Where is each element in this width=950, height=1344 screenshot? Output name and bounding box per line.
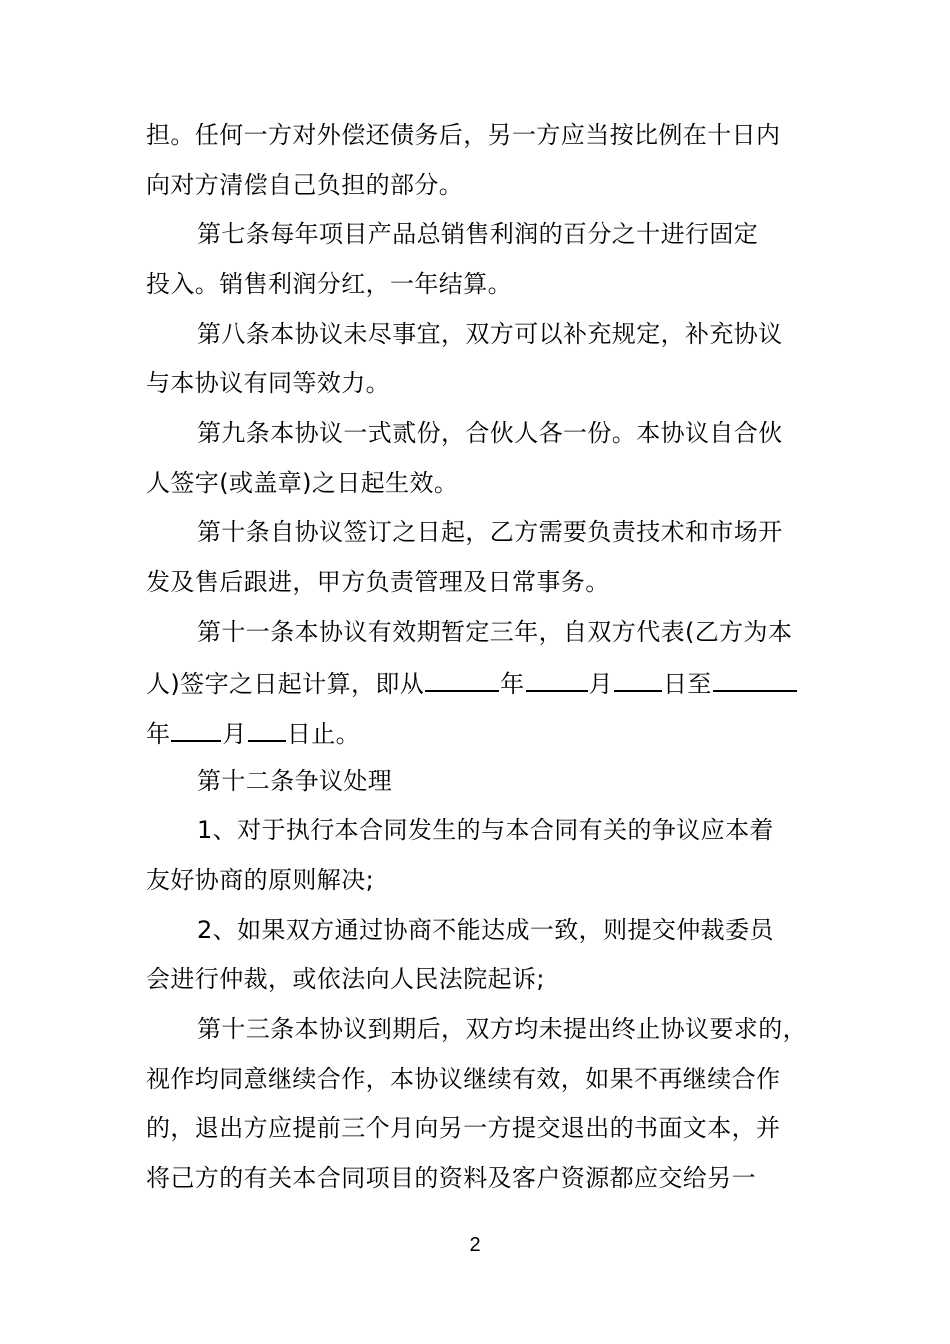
paragraph-line: 发及售后跟进，甲方负责管理及日常事务。 [146, 568, 610, 596]
year-label: 年 [500, 670, 525, 698]
paragraph-line: 将己方的有关本合同项目的资料及客户资源都应交给另一 [146, 1164, 756, 1192]
end-day-blank [248, 716, 286, 742]
clause-1-line: 1、对于执行本合同发生的与本合同有关的争议应本着 [197, 816, 774, 844]
day-end-label: 日止。 [286, 720, 361, 748]
paragraph-line: 的，退出方应提前三个月向另一方提交退出的书面文本，并 [146, 1114, 781, 1142]
paragraph-line: 会进行仲裁，或依法向人民法院起诉; [146, 965, 545, 993]
end-year-blank [713, 666, 797, 692]
start-year-blank [425, 666, 499, 692]
article-8-line: 第八条本协议未尽事宜，双方可以补充规定，补充协议 [197, 320, 783, 348]
end-month-blank [171, 716, 221, 742]
article-9-line: 第九条本协议一式贰份，合伙人各一份。本协议自合伙 [197, 419, 783, 447]
article-7-line: 第七条每年项目产品总销售利润的百分之十进行固定 [197, 220, 759, 248]
paragraph-line: 担。任何一方对外偿还债务后，另一方应当按比例在十日内 [146, 121, 781, 149]
paragraph-line: 投入。销售利润分红，一年结算。 [146, 270, 512, 298]
term-dates-line [146, 666, 798, 699]
month-label: 月 [222, 720, 247, 748]
paragraph-line: 视作均同意继续合作，本协议继续有效，如果不再继续合作 [146, 1065, 781, 1093]
article-11-line: 第十一条本协议有效期暂定三年，自双方代表(乙方为本 [197, 618, 793, 646]
paragraph-line: 人签字(或盖章)之日起生效。 [146, 469, 459, 497]
page-number: 2 [469, 1234, 481, 1256]
month-label: 月 [588, 670, 613, 698]
term-dates-end-line [146, 716, 360, 749]
day-to-label: 日至 [662, 670, 712, 698]
clause-2-line: 2、如果双方通过协商不能达成一致，则提交仲裁委员 [197, 916, 774, 944]
start-day-blank [614, 666, 662, 692]
article-12-heading: 第十二条争议处理 [197, 767, 393, 795]
start-month-blank [526, 666, 588, 692]
year-label: 年 [146, 720, 171, 748]
paragraph-line: 与本协议有同等效力。 [146, 369, 390, 397]
term-prefix: 人)签字之日起计算，即从 [146, 670, 425, 698]
paragraph-line: 向对方清偿自己负担的部分。 [146, 171, 464, 199]
article-13-line: 第十三条本协议到期后，双方均未提出终止协议要求的， [197, 1015, 807, 1043]
article-10-line: 第十条自协议签订之日起，乙方需要负责技术和市场开 [197, 518, 783, 546]
paragraph-line: 友好协商的原则解决; [146, 866, 375, 894]
